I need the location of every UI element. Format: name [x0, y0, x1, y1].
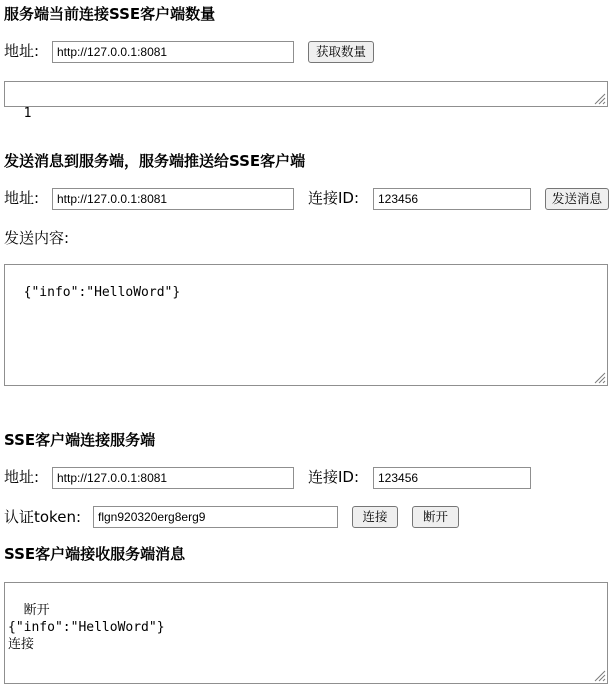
section-receive-title: SSE客户端接收服务端消息 [4, 545, 186, 563]
section-connect-title: SSE客户端连接服务端 [4, 431, 156, 449]
send-conn-id-input[interactable]: 123456 [373, 188, 531, 210]
token-input[interactable]: flgn920320erg8erg9 [93, 506, 338, 528]
connect-address-input[interactable]: http://127.0.0.1:8081 [52, 467, 294, 489]
send-content-label: 发送内容: [4, 229, 70, 247]
send-address-input[interactable]: http://127.0.0.1:8081 [52, 188, 294, 210]
connect-address-label: 地址: [4, 468, 40, 486]
resize-handle-icon[interactable] [593, 371, 606, 384]
connect-conn-id-label: 连接ID: [308, 468, 360, 486]
send-conn-id-label: 连接ID: [308, 189, 360, 207]
section-count-title: 服务端当前连接SSE客户端数量 [4, 5, 216, 23]
received-messages-textarea[interactable] [4, 582, 608, 684]
count-address-label: 地址: [4, 42, 40, 60]
send-content-value: {"info":"HelloWord"} [23, 285, 181, 300]
connect-button[interactable]: 连接 [352, 506, 398, 528]
token-label: 认证token: [4, 508, 81, 526]
fetch-count-button[interactable]: 获取数量 [308, 41, 374, 63]
disconnect-button[interactable]: 断开 [412, 506, 459, 528]
count-address-input[interactable]: http://127.0.0.1:8081 [52, 41, 294, 63]
send-content-textarea[interactable] [4, 264, 608, 386]
section-send-title: 发送消息到服务端，服务端推送给SSE客户端 [4, 152, 306, 170]
count-output-textarea[interactable] [4, 81, 608, 121]
send-address-label: 地址: [4, 189, 40, 207]
connect-conn-id-input[interactable]: 123456 [373, 467, 531, 489]
count-output-value: 1 [23, 106, 32, 121]
send-message-button[interactable]: 发送消息 [545, 188, 609, 210]
resize-handle-icon[interactable] [593, 669, 606, 682]
resize-handle-icon[interactable] [593, 92, 606, 105]
received-messages-value: 断开 {"info":"HelloWord"} 连接 [8, 603, 165, 652]
